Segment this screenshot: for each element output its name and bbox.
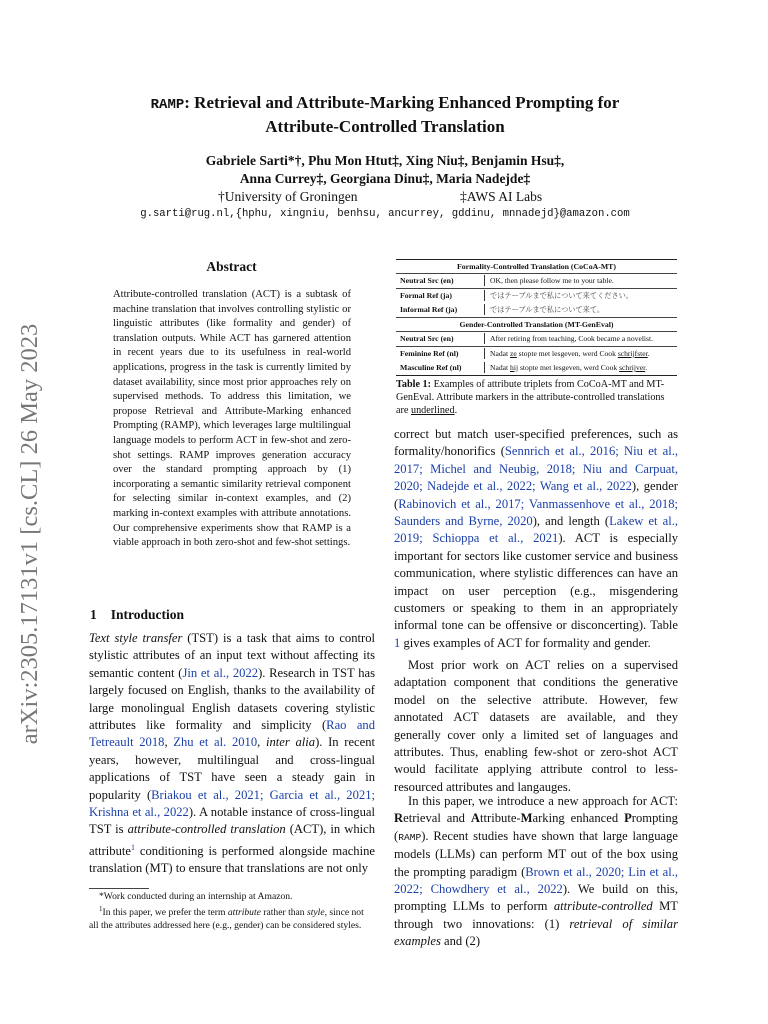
citation-link[interactable]: Lakew et al., 2019; Schioppa et al., 2021: [394, 514, 678, 546]
paragraph-act-intro: [394, 426, 678, 652]
text-span: In this paper, we prefer the term: [102, 907, 228, 919]
footnote-marker[interactable]: 1: [130, 842, 135, 852]
attribute-marker: schrijfster: [617, 349, 648, 358]
text-span: .: [647, 349, 650, 358]
text-span: Nadat: [490, 363, 511, 372]
text-span: MT through two innovations: (1): [394, 899, 678, 931]
section-title: Introduction: [110, 607, 185, 622]
text-span: arking enhanced: [532, 811, 625, 826]
abstract-heading: Abstract: [206, 259, 257, 274]
text-span: In this paper, we introduce a new approach for ACT:: [408, 794, 678, 808]
attribute-marker: hij: [510, 363, 519, 372]
title-ramp: RAMP: [150, 97, 185, 113]
row-value: [484, 362, 677, 373]
footnotes: [89, 891, 375, 932]
text-span: and (2): [440, 934, 481, 949]
text-span: etrieval and: [403, 811, 471, 826]
attribute-marker: ze: [510, 349, 517, 358]
text-span: M: [520, 811, 533, 826]
section-heading: [90, 607, 198, 623]
text-span: correct but match user-specified preferences, such as formality/honorifics (: [394, 427, 678, 459]
paragraph-prior-work: Most prior work on ACT relies on a supervised adaptation component that conditions the generative model on the selective attribute. However, few annotated ACT datasets are available, and they generally cover only a limited set of languages and attributes. Thus, enabling few-shot or zero-shot ACT would facilitate applying attribute control to less-resourced attributes and langauges.: [394, 658, 678, 794]
authors-line1: Gabriele Sarti*†, Phu Mon Htut‡, Xing Niu‡, Benjamin Hsu‡,: [205, 153, 565, 168]
title-line1: : Retrieval and Attribute-Marking Enhanced Prompting for: [184, 93, 620, 112]
abstract-text: Attribute-controlled translation (ACT) is a subtask of machine translation that involves controlling stylistic or linguistic attributes (like formality and gender) of translation outputs. While ACT has garnered attention in recent years due to its usefulness in real-world applications, progress in the task is currently limited by dataset availability, since most prior approaches rely on supervised methods. To address this limitation, we propose Retrieval and Attribute-Marking enhanced Prompting (RAMP), which leverages large multilingual language models to perform ACT in few-shot and zero-shot settings. RAMP improves generation accuracy over the standard prompting approach by (1) incorporating a semantic similarity retrieval component for selecting similar in-context examples, and (2) marking in-context examples with attribute annotations. Our comprehensive experiments show that RAMP is a viable approach in both zero-shot and few-shot settings.: [113, 289, 351, 549]
text-span: conditioning is performed alongside machine translation (MT) to ensure that translations are not only: [89, 844, 375, 876]
table-row: [396, 347, 677, 361]
footnote-2: [89, 903, 375, 932]
term-act: attribute-controlled translation: [127, 822, 286, 837]
text-span: (TST) is a task that aims to control stylistic attributes of an input text without affecting its semantic content (: [89, 631, 375, 680]
text-span: gives examples of ACT for formality and gender.: [400, 635, 651, 650]
affiliation-aws: ‡AWS AI Labs: [460, 189, 543, 204]
text-span: rompting (: [394, 811, 678, 843]
citation-link[interactable]: Rabinovich et al., 2017; Vanmassenhove et al., 2018; Saunders and Byrne, 2020: [394, 496, 678, 529]
table-row: [396, 361, 677, 375]
row-value: [484, 348, 677, 359]
text-span: ). In recent years, however, multilingual and cross-lingual applications of TST have seen a steady gain in popularity (: [89, 735, 376, 802]
attribute-marker: schrijver: [619, 363, 646, 372]
author-emails: g.sarti@rug.nl,{hphu, xingniu, benhsu, ancurrey, gddinu, mnnadejd}@amazon.com: [140, 208, 630, 220]
text-span: ), gender (: [394, 479, 678, 511]
row-value: ではテーブルまで私について来てください。: [484, 290, 677, 301]
row-key: Informal Ref (ja): [400, 305, 458, 314]
text-span: ). Research in TST has largely focused on English, thanks to the availability of large monolingual English datasets covering stylistic attributes like formality and simplicity (: [89, 665, 375, 733]
text-span: ,: [164, 735, 174, 750]
text-span: A: [470, 811, 481, 826]
paper-title: [60, 92, 710, 138]
text-span: attribute: [227, 907, 261, 919]
citation-link[interactable]: Sennrich et al., 2016; Niu et al., 2017; Michel and Neubig, 2018; Niu and Carpuat, 2020; Nadejde et al., 2022; Wang et al., 2022: [394, 444, 678, 494]
citation-link[interactable]: Brown et al., 2020; Lin et al., 2022; Chowdhery et al., 2022: [394, 864, 679, 897]
text-span: stopte met lesgeven, werd Cook: [516, 349, 618, 358]
table-section-formality: Formality-Controlled Translation (CoCoA-MT): [457, 262, 616, 271]
table-ref-link[interactable]: 1: [394, 635, 401, 650]
row-key: Formal Ref (ja): [400, 291, 452, 300]
text-span: ). Recent studies have shown that large language models (LLMs) can perform MT out of the box using the prompting paradigm (: [394, 828, 678, 879]
intro-paragraph: [89, 630, 375, 878]
term-tst: Text style transfer: [89, 631, 183, 645]
authors: [60, 152, 710, 188]
row-value: After retiring from teaching, Cook became a novelist.: [484, 333, 677, 344]
table-caption: [396, 378, 677, 418]
footnote-1: *Work conducted during an internship at Amazon.: [99, 891, 293, 902]
citation-link[interactable]: Zhu et al. 2010: [173, 735, 258, 750]
citation-link[interactable]: Rao and Tetreault 2018: [89, 718, 376, 750]
text-span: rather than: [260, 907, 307, 919]
arxiv-stamp: arXiv:2305.17131v1 [cs.CL] 26 May 2023: [16, 323, 43, 745]
citation-link[interactable]: Jin et al., 2022: [182, 665, 259, 680]
section-number: 1: [90, 607, 97, 622]
text-span: retrieval of similar examples: [394, 916, 678, 949]
text-span: ), and length (: [532, 514, 610, 529]
table-1: [396, 259, 677, 376]
row-key: Masculine Ref (nl): [400, 363, 462, 372]
text-span: .: [645, 363, 648, 372]
table-row: [396, 332, 677, 346]
footnote-rule: [89, 888, 149, 889]
text-span: attribute-controlled: [553, 899, 653, 914]
text-span: R: [394, 811, 404, 826]
row-key: Neutral Src (en): [400, 276, 454, 285]
table-section-gender: Gender-Controlled Translation (MT-GenEval): [459, 320, 614, 329]
title-line2: Attribute-Controlled Translation: [265, 117, 505, 136]
authors-line2: Anna Currey‡, Georgiana Dinu‡, Maria Nadejde‡: [239, 171, 531, 186]
text-span: stopte met lesgeven, werd Cook: [518, 363, 620, 372]
table-row: [396, 274, 677, 288]
row-key: Neutral Src (en): [400, 334, 454, 343]
text-span: ttribute-: [480, 811, 521, 826]
citation-link[interactable]: Briakou et al., 2021; Garcia et al., 2021; Krishna et al., 2022: [89, 787, 375, 820]
paragraph-this-paper: [394, 793, 678, 951]
text-span: underlined: [410, 405, 455, 417]
text-span: RAMP: [398, 831, 422, 843]
text-span: ). A notable instance of cross-lingual TST is: [89, 805, 375, 837]
text-span: style: [307, 907, 325, 919]
table-row: [396, 303, 677, 317]
affiliation-groningen: †University of Groningen: [218, 189, 358, 204]
row-key: Feminine Ref (nl): [400, 349, 459, 358]
text-span: ). ACT is especially important for sectors like customer service and business communication, where stylistic differences can have an impact on user perception (e.g., misgendering customers or speaking to them in an appropriately informal tone can be offensive or disconcerting). Table: [394, 531, 678, 633]
term-inter-alia: inter alia: [266, 735, 316, 750]
text-span: .: [454, 405, 458, 417]
caption-label: Table 1:: [396, 379, 432, 390]
text-span: ,: [257, 735, 266, 750]
text-span: ). We build on this, prompting LLMs to perform: [394, 882, 678, 914]
row-value: ではテーブルまで私について来て。: [484, 304, 677, 315]
text-span: , since not all the attributes addressed here (e.g., gender) can be considered styles.: [89, 907, 364, 931]
footnote-2-mark: 1: [99, 905, 103, 914]
row-value: OK, then please follow me to your table.: [484, 275, 677, 286]
text-span: P: [624, 811, 632, 826]
text-span: Examples of attribute triplets from CoCoA-MT and MT-GenEval. Attribute markers in the attribute-controlled translations are: [396, 379, 665, 417]
table-row: [396, 289, 677, 303]
text-span: (ACT), in which attribute: [89, 822, 375, 859]
text-span: Nadat: [490, 349, 511, 358]
